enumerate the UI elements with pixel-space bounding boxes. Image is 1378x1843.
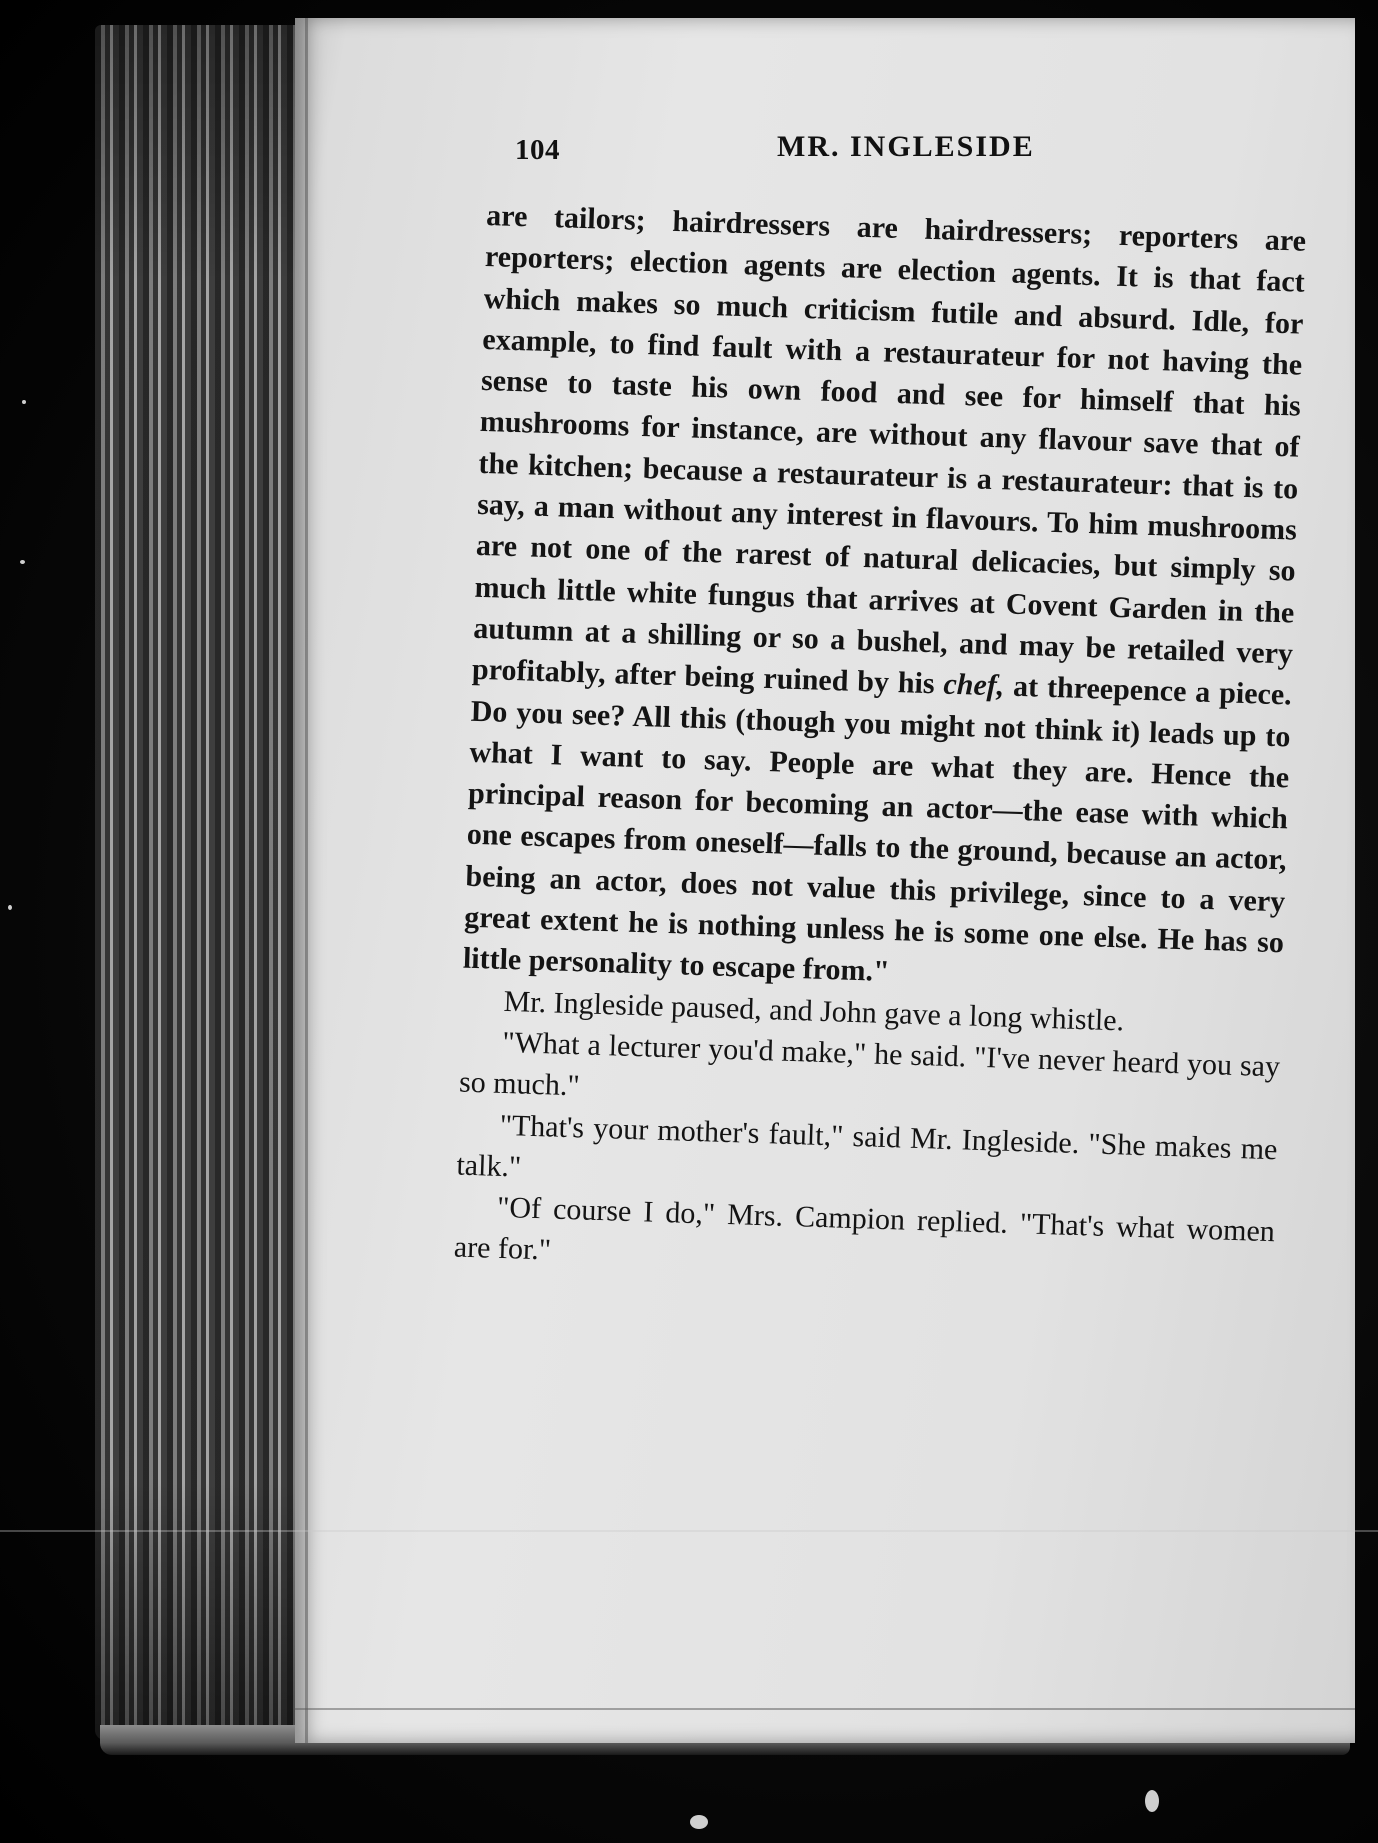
paragraph-3: "What a lecturer you'd make," he said. "I've never heard you say so much." [458,1025,1281,1103]
paragraph-4: "That's your mother's fault," said Mr. Ingleside. "She makes me talk." [456,1108,1278,1184]
dust-speck [8,905,12,910]
dust-speck [1145,1790,1159,1812]
page-gutter-line [305,18,308,1743]
paragraph-1 [462,195,1306,1005]
italic-word-chef: chef, [942,667,1005,703]
paragraph-1-text-b: at threepence a piece. Do you see? All this (though you might not think it) leads up to what I want to say. People are what they are. Hence the principal reason for becoming an actor—the ease with which one escapes from oneself—falls to the ground, because an actor, being an actor, does not value this privilege, since to a very great extent he is nothing unless he is some one else. He has so little personality to escape from." [462,670,1293,989]
running-head: MR. INGLESIDE [777,130,1035,163]
page-header [515,130,1305,180]
page-number: 104 [515,134,560,166]
paragraph-5: "Of course I do," Mrs. Campion replied. "That's what women are for." [453,1190,1276,1267]
paragraph-1-text-a: are tailors; hairdressers are hairdressers; reporters are reporters; election agents are election agents. It is that fact which makes so much criticism futile and absurd. Idle, for example, to find fault with a restaurateur for not having the sense to taste his own food and see for himself that his mushrooms for instance, are without any flavour save that of the kitchen; because a restaurateur is a restaurateur: that is to say, a man without any interest in flavours. To him mushrooms are not one of the rarest of natural delicacies, but simply so much little white fungus that arrives at Covent Garden in the autumn at a shilling or so a bushel, and may be retailed very profitably, after being ruined by his [471,198,1307,701]
paragraph-2: Mr. Ingleside paused, and John gave a long whistle. [503,984,1125,1038]
dust-speck [20,560,25,564]
page-edges-shadow [95,25,310,1740]
page-body-text [453,195,1306,1294]
dust-speck [690,1815,708,1829]
scan-artifact-line [0,1530,1378,1532]
dust-speck [22,400,26,404]
page-bottom-line [295,1708,1355,1710]
